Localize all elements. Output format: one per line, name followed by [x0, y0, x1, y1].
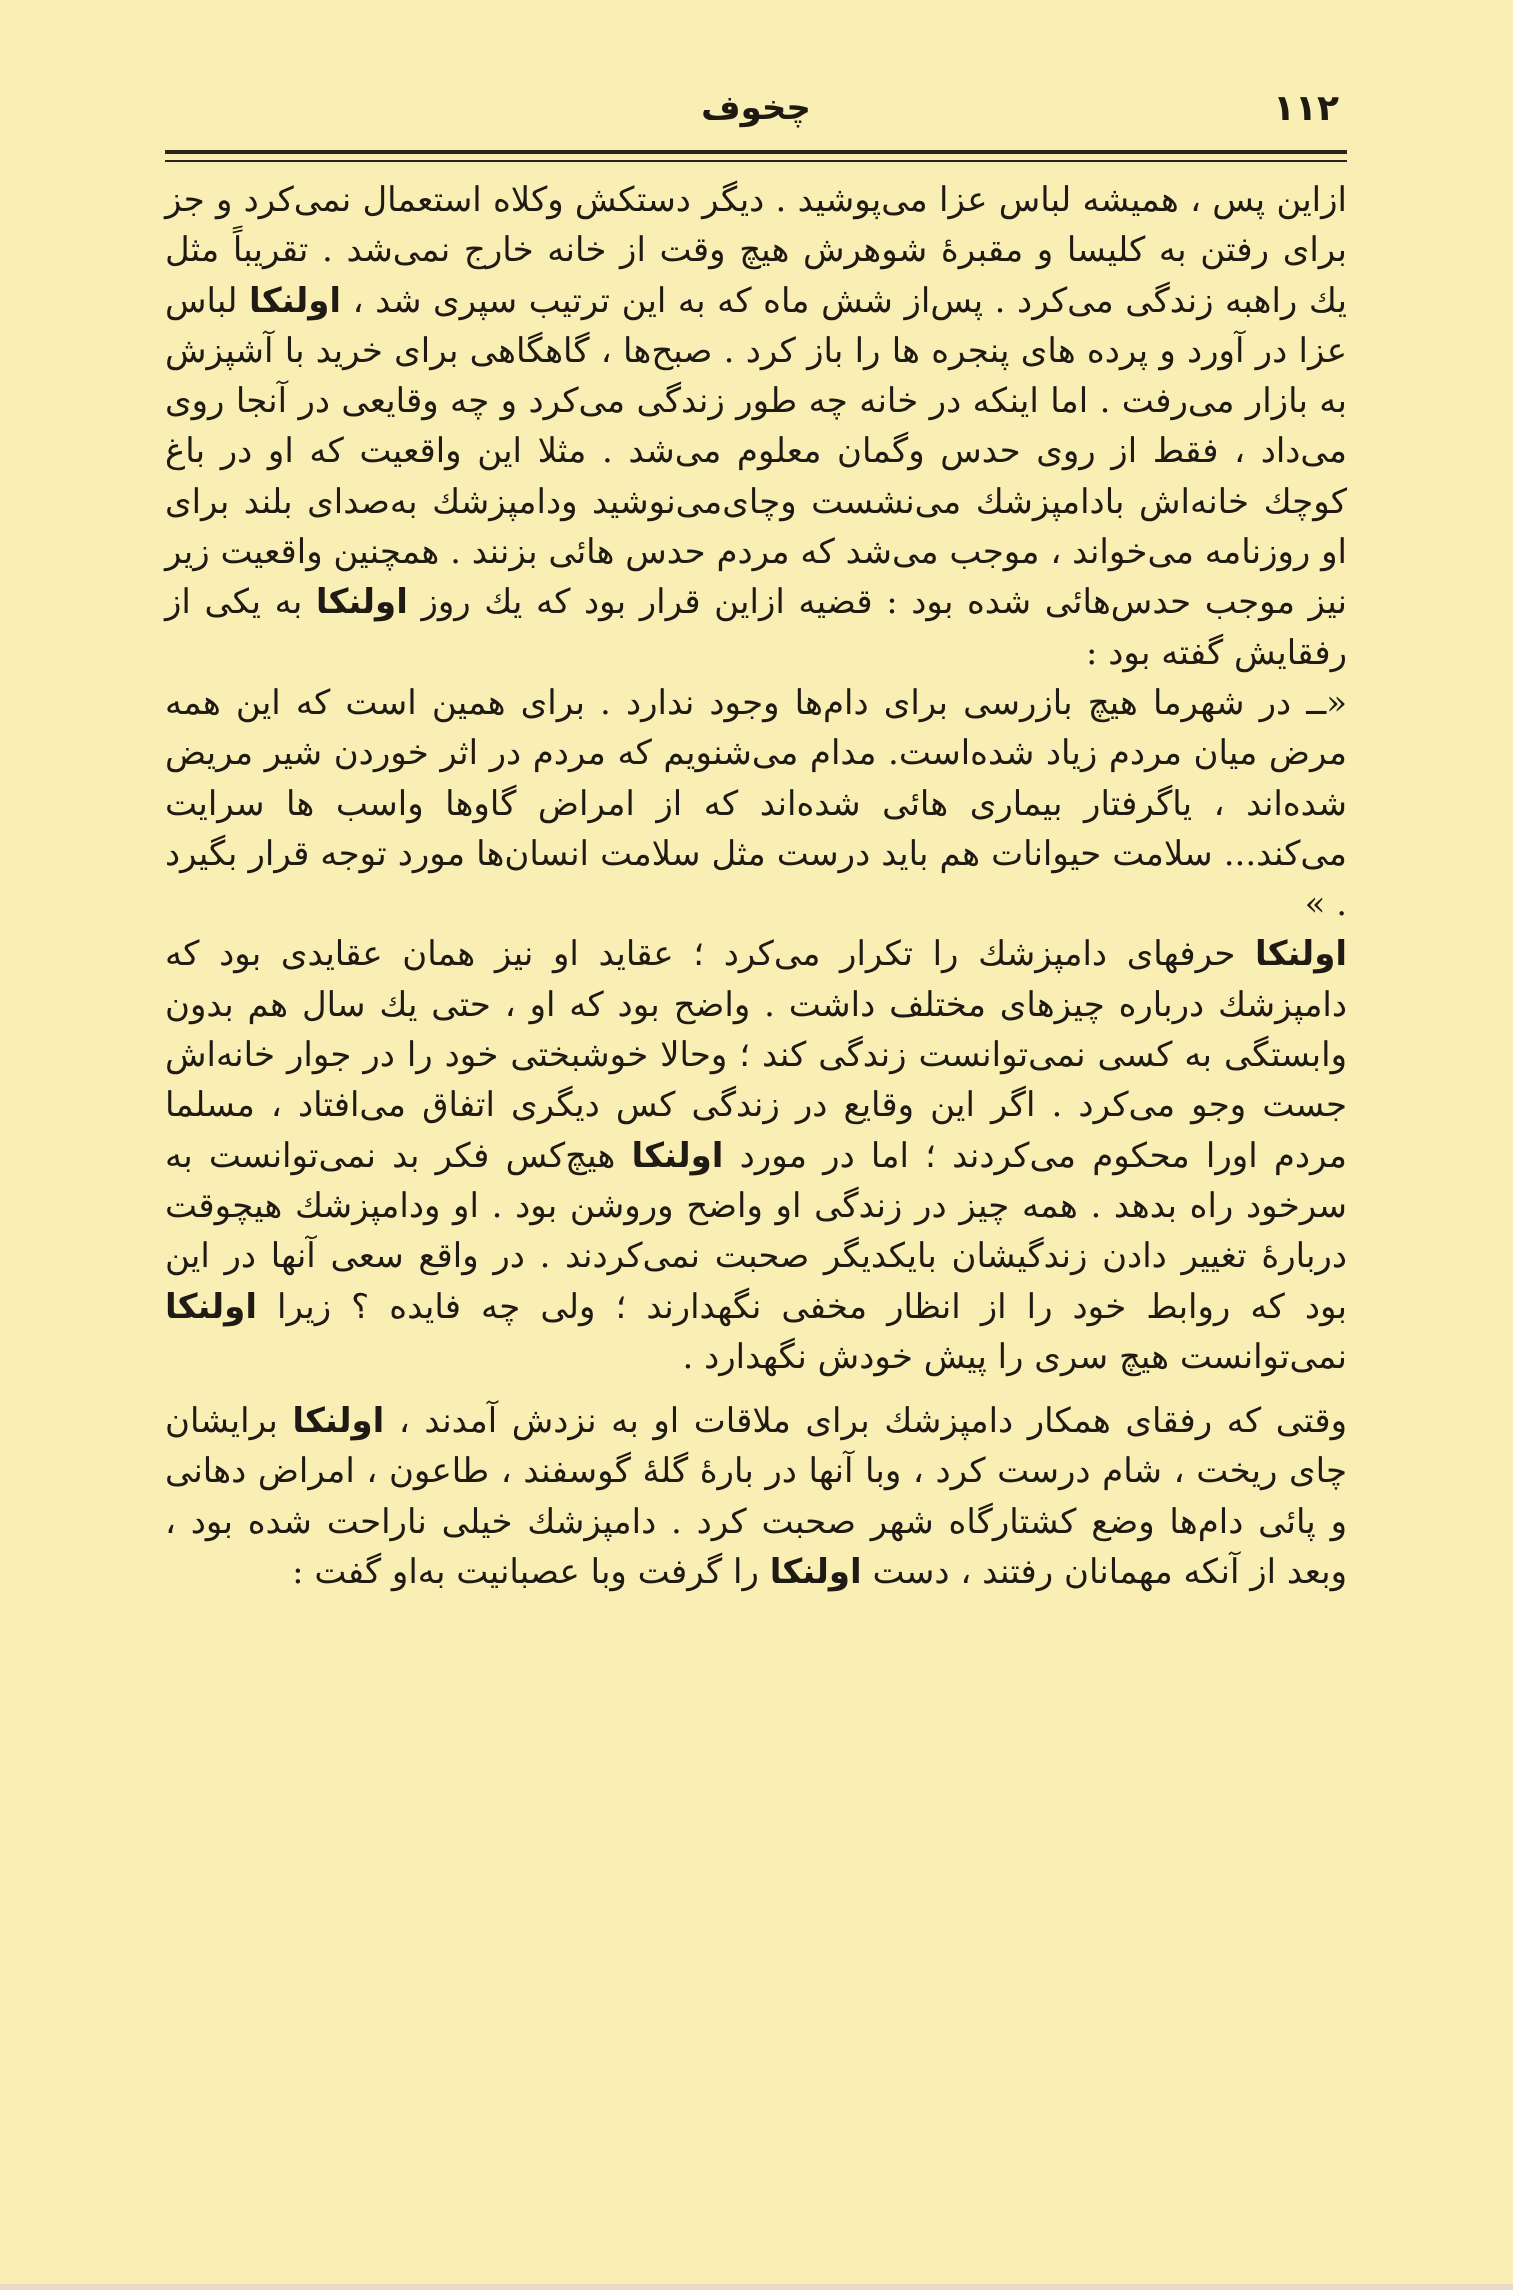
character-name: اولنکا	[1255, 934, 1347, 975]
paragraph-3	[165, 929, 1347, 1382]
running-title: چخوف	[701, 88, 811, 128]
body-text	[165, 175, 1347, 1597]
text-run: ازاین پس ، همیشه لباس عزا می‌پوشید . دیگر دستکش وکلاه استعمال نمی‌کرد و جز برای رفتن به کلیسا و مقبرهٔ شوهرش هیچ وقت از خانه خارج نمی‌شد . تقریباً مثل یك راهبه زندگی می‌کرد . پس‌از شش ماه که به این ترتیب سپری شد ،	[165, 180, 1348, 321]
character-name: اولنکا	[249, 280, 342, 321]
character-name: اولنکا	[292, 1401, 385, 1442]
paragraph-4	[165, 1396, 1347, 1597]
text-run: نمی‌توانست هیچ سری را پیش خودش نگهدارد .	[682, 1336, 1347, 1377]
character-name: اولنکا	[769, 1552, 862, 1593]
character-name: اولنکا	[315, 582, 408, 623]
character-name: اولنکا	[631, 1135, 724, 1176]
text-run: لباس عزا در آورد و پرده های پنجره ها را باز کرد . صبح‌ها ، گاهگاهی برای خرید با آشپزش به بازار می‌رفت . اما اینکه در خانه چه طور زندگی می‌کرد و چه وقایعی در آنجا روی می‌داد ، فقط از روی حدس وگمان معلوم می‌شد . مثلا این واقعیت که او در باغ کوچك خانه‌اش بادامپزشك می‌نشست وچای‌می‌نوشید ودامپزشك به‌صدای بلند برای او روزنامه می‌خواند ، موجب می‌شد که مردم حدس هائی بزنند . همچنین واقعیت زیر نیز موجب حدس‌هائی شده بود : قضیه ازاین قرار بود که یك روز	[165, 280, 1347, 623]
page-edge	[0, 2284, 1513, 2290]
page-number: ۱۱۲	[1273, 88, 1339, 129]
text-run: «ــ در شهرما هیچ بازرسی برای دام‌ها وجود ندارد . برای همین است که این همه مرض میان مردم زیاد شده‌است. مدام می‌شنویم که مردم در اثر خوردن شیر مریض شده‌اند ، یاگرفتار بیماری هائی شده‌اند که از امراض گاوها واسب ها سرایت می‌کند... سلامت حیوانات هم باید درست مثل سلامت انسان‌ها مورد توجه قرار بگیرد . »	[165, 682, 1347, 925]
text-run: برایشان چای ریخت ، شام درست کرد ، وبا آنها در بارهٔ گلهٔ گوسفند ، طاعون ، امراض دهانی و پائی دام‌ها وضع کشتارگاه شهر صحبت کرد . دامپزشك خیلی ناراحت شده بود ، وبعد از آنکه مهمانان رفتند ، دست	[165, 1401, 1347, 1593]
text-run: وقتی که رفقای همکار دامپزشك برای ملاقات او به نزدش آمدند ،	[384, 1401, 1347, 1442]
text-run: را گرفت وبا عصبانیت به‌او گفت :	[292, 1552, 770, 1593]
text-run: حرفهای دامپزشك را تکرار می‌کرد ؛ عقاید او نیز همان عقایدی بود که دامپزشك درباره چیزهای مختلف داشت . واضح بود که او ، حتی یك سال هم بدون وابستگی به کسی نمی‌توانست زندگی کند ؛ وحالا خوشبختی خود را در جوار خانه‌اش جست وجو می‌کرد . اگر این وقایع در زندگی کس دیگری اتفاق می‌افتاد ، مسلما مردم اورا محکوم می‌کردند ؛ اما در مورد	[165, 934, 1347, 1176]
paragraph-2-quotation	[165, 678, 1347, 929]
header-rule-thick	[165, 150, 1347, 154]
page-header	[165, 88, 1347, 148]
text-run: به یکی از رفقایش گفته بود :	[165, 582, 1347, 673]
text-run: هیچ‌کس فکر بد نمی‌توانست به سرخود راه بدهد . همه چیز در زندگی او واضح وروشن بود . او ودامپزشك هیچوقت دربارهٔ تغییر دادن زندگیشان بایکدیگر صحبت نمی‌کردند . در واقع سعی آنها در این بود که روابط خود را از انظار مخفی نگهدارند ؛ ولی چه فایده ؟ زیرا	[165, 1135, 1347, 1327]
character-name: اولنکا	[165, 1286, 257, 1327]
paragraph-1	[165, 175, 1347, 678]
header-rule-thin	[165, 160, 1347, 162]
